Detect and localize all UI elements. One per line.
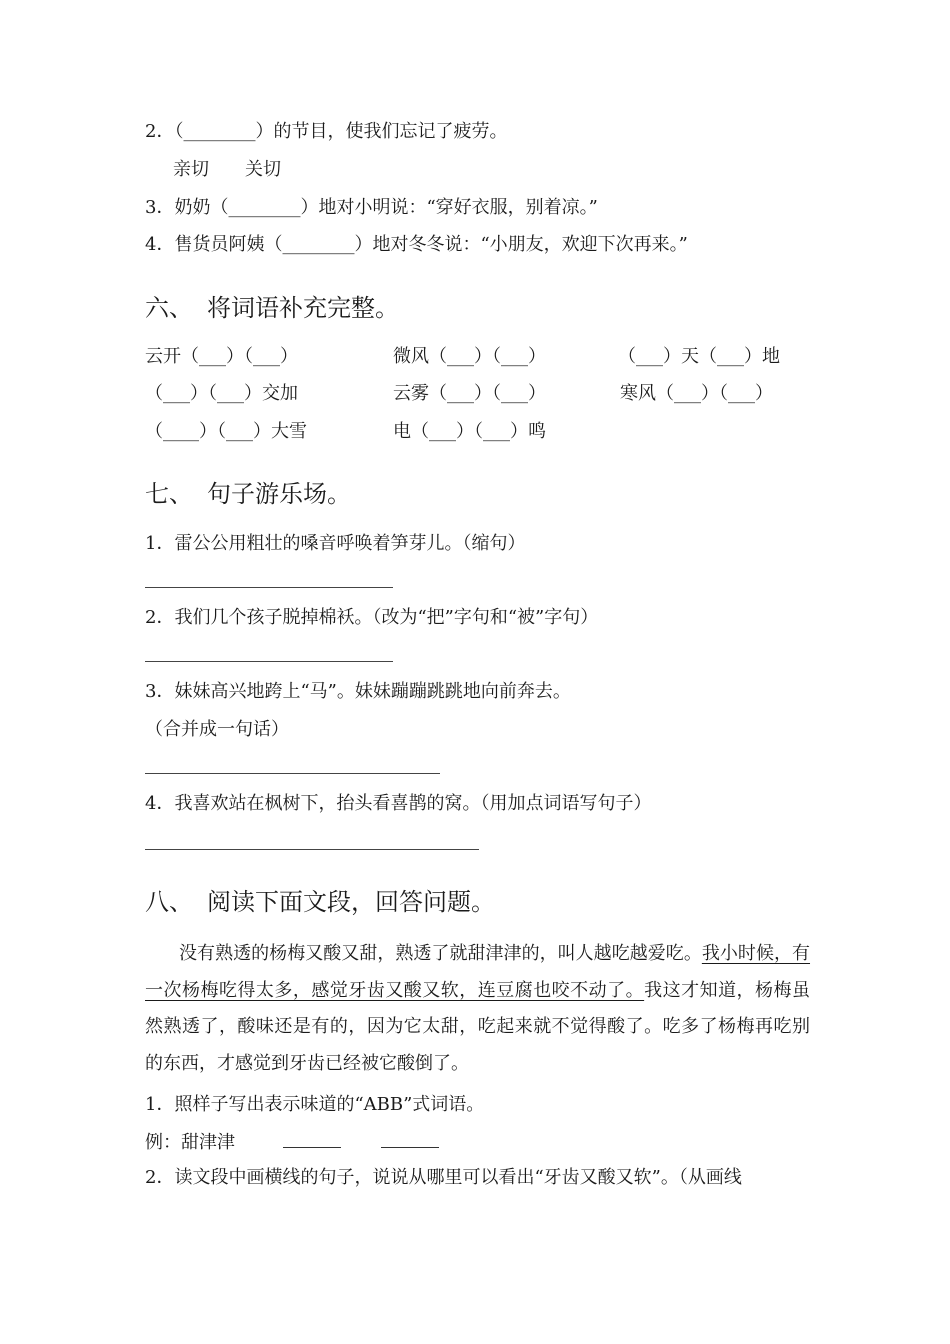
question-5-4: 4．售货员阿姨（________）地对冬冬说：“小朋友，欢迎下次再来。” bbox=[145, 234, 688, 255]
example-row bbox=[145, 1129, 439, 1155]
idiom-cell: 微风（___）（___） bbox=[393, 346, 546, 367]
question-7-4: 4．我喜欢站在枫树下，抬头看喜鹊的窝。（用加点词语写句子） bbox=[145, 793, 652, 814]
question-7-3-note: （合并成一句话） bbox=[145, 719, 289, 740]
section-6-number: 六、 bbox=[145, 294, 193, 322]
question-7-3: 3．妹妹高兴地跨上“马”。妹妹蹦蹦跳跳地向前奔去。 bbox=[145, 681, 571, 702]
question-5-2: 2．（________）的节目，使我们忘记了疲劳。 bbox=[145, 121, 508, 142]
answer-line bbox=[145, 773, 440, 774]
question-5-3: 3．奶奶（________）地对小明说：“穿好衣服，别着凉。” bbox=[145, 197, 598, 218]
question-8-1: 1．照样子写出表示味道的“ABB”式词语。 bbox=[145, 1094, 485, 1115]
passage-text: 我这才知道，杨梅虽然熟透了，酸味还是有的，因为它太甜，吃起来就不觉得酸了。吃多了杨梅再吃别的东西，才感觉到牙齿已经被它酸倒了。 bbox=[145, 979, 811, 1074]
reading-passage bbox=[145, 936, 810, 1082]
answer-line bbox=[145, 849, 479, 850]
section-8-heading bbox=[145, 886, 495, 918]
section-7-title: 句子游乐场。 bbox=[207, 480, 351, 508]
word-options: 亲切 关切 bbox=[173, 159, 281, 180]
question-7-2: 2．我们几个孩子脱掉棉袄。（改为“把”字句和“被”字句） bbox=[145, 607, 599, 628]
idiom-cell: （___）天（___）地 bbox=[618, 346, 780, 367]
question-7-1: 1．雷公公用粗壮的嗓音呼唤着笋芽儿。（缩句） bbox=[145, 533, 526, 554]
underlined-sentence: 我小时候，有一次杨梅吃得太多，感觉牙齿又酸又软，连豆腐也咬不动了。 bbox=[145, 943, 811, 1001]
section-6-heading bbox=[145, 292, 399, 324]
answer-blank bbox=[381, 1129, 439, 1148]
section-6-title: 将词语补充完整。 bbox=[207, 294, 399, 322]
idiom-cell: （____）（___）大雪 bbox=[145, 421, 307, 442]
answer-line bbox=[145, 587, 393, 588]
idiom-cell: 云雾（___）（___） bbox=[393, 383, 546, 404]
idiom-cell: 电（___）（___）鸣 bbox=[393, 421, 546, 442]
idiom-cell: （___）（___）交加 bbox=[145, 383, 298, 404]
passage-text: 没有熟透的杨梅又酸又甜，熟透了就甜津津的，叫人越吃越爱吃。 bbox=[179, 943, 702, 964]
example-label: 例：甜津津 bbox=[145, 1132, 235, 1153]
answer-blank bbox=[283, 1129, 341, 1148]
answer-line bbox=[145, 661, 393, 662]
idiom-cell: 云开（___）（___） bbox=[145, 346, 298, 367]
idiom-cell: 寒风（___）（___） bbox=[620, 383, 773, 404]
section-7-heading bbox=[145, 478, 351, 510]
question-8-2: 2．读文段中画横线的句子，说说从哪里可以看出“牙齿又酸又软”。（从画线 bbox=[145, 1167, 742, 1188]
section-8-number: 八、 bbox=[145, 888, 193, 916]
section-7-number: 七、 bbox=[145, 480, 193, 508]
section-8-title: 阅读下面文段，回答问题。 bbox=[207, 888, 495, 916]
